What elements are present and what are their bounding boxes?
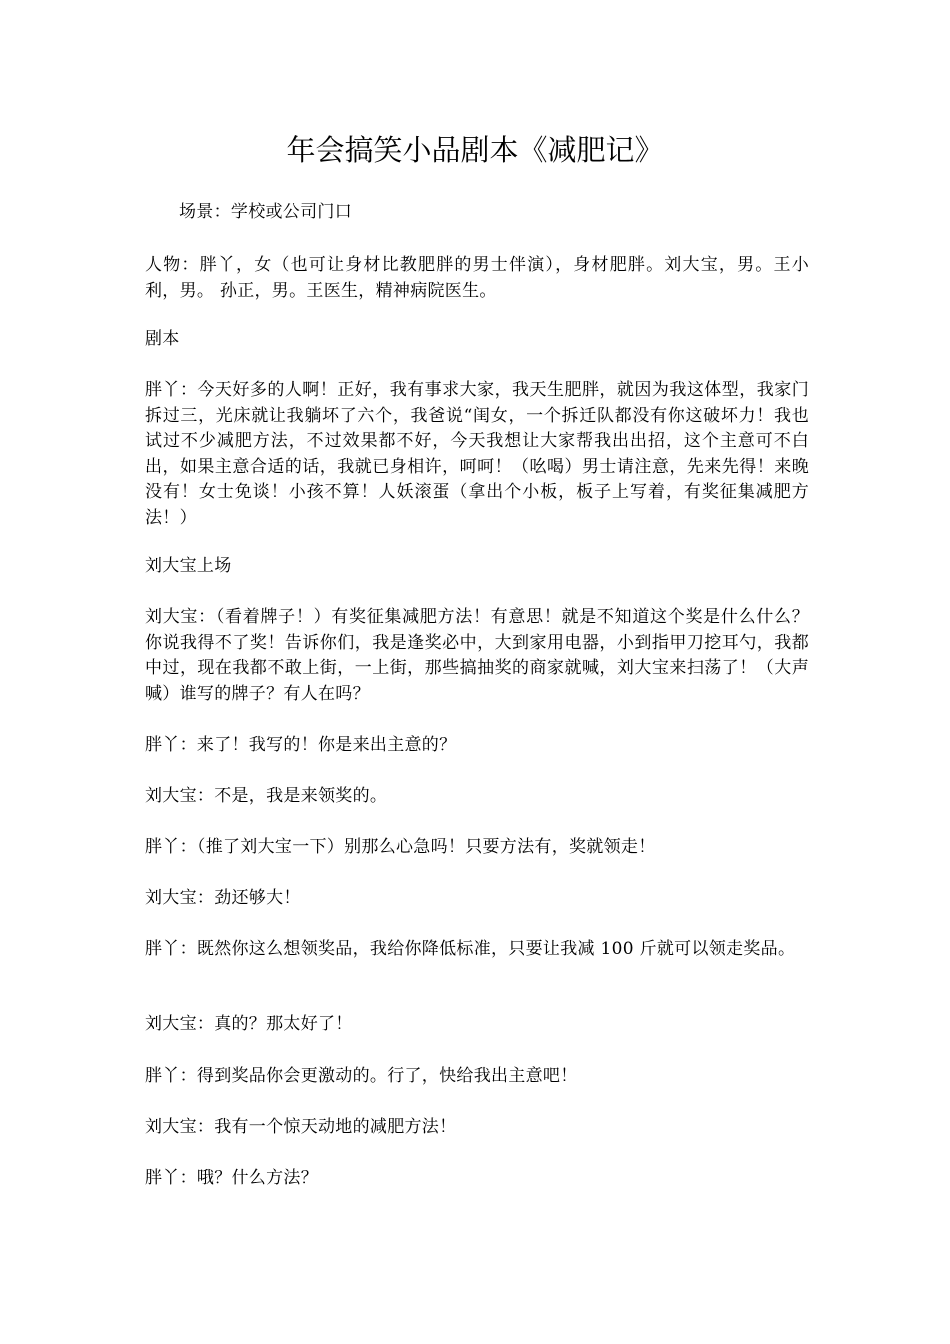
dialogue-paragraph: 刘大宝：我有一个惊天动地的减肥方法！: [145, 1117, 457, 1137]
script-heading: 剧本: [145, 329, 180, 349]
scene-paragraph: 场景：学校或公司门口: [179, 202, 352, 222]
dialogue-paragraph: 胖丫：来了！我写的！你是来出主意的？: [145, 735, 457, 755]
dialogue-paragraph: 胖丫：哦？什么方法？: [145, 1168, 318, 1188]
dialogue-paragraph: 胖丫：既然你这么想领奖品，我给你降低标准，只要让我减 100 斤就可以领走奖品。: [145, 939, 796, 959]
dialogue-paragraph: 胖丫：得到奖品你会更激动的。行了，快给我出主意吧！: [145, 1066, 578, 1086]
dialogue-paragraph: 刘大宝：真的？那太好了！: [145, 1014, 353, 1034]
dialogue-paragraph: 胖丫：（推了刘大宝一下）别那么心急吗！只要方法有，奖就领走！: [145, 837, 656, 857]
dialogue-paragraph: 刘大宝：不是，我是来领奖的。: [145, 786, 388, 806]
document-title: 年会搞笑小品剧本《减肥记》: [286, 133, 664, 167]
characters-paragraph: 人物：胖丫，女（也可让身材比教肥胖的男士伴演），身材肥胖。刘大宝，男。王小利，男。 孙正，男。王医生，精神病院医生。: [145, 255, 809, 301]
stage-direction-paragraph: 刘大宝上场: [145, 556, 232, 576]
dialogue-paragraph: 刘大宝：劲还够大！: [145, 888, 301, 908]
dialogue-paragraph: 胖丫：今天好多的人啊！正好，我有事求大家，我天生肥胖，就因为我这体型，我家门拆过三，光床就让我躺坏了六个，我爸说“闺女，一个拆迁队都没有你这破坏力！我也试过不少减肥方法，不过效果都不好，今天我想让大家帮我出出招，这个主意可不白出，如果主意合适的话，我就已身相许，呵呵！（吆喝）男士请注意，先来先得！来晚没有！女士免谈！小孩不算！人妖滚蛋（拿出个小板，板子上写着，有奖征集减肥方法！）: [145, 380, 809, 528]
dialogue-paragraph: 刘大宝：（看着牌子！）有奖征集减肥方法！有意思！就是不知道这个奖是什么什么？你说我得不了奖！告诉你们，我是逢奖必中，大到家用电器，小到指甲刀挖耳勺，我都中过，现在我都不敢上街，一上街，那些搞抽奖的商家就喊，刘大宝来扫荡了！（大声喊）谁写的牌子？有人在吗？: [145, 607, 809, 704]
